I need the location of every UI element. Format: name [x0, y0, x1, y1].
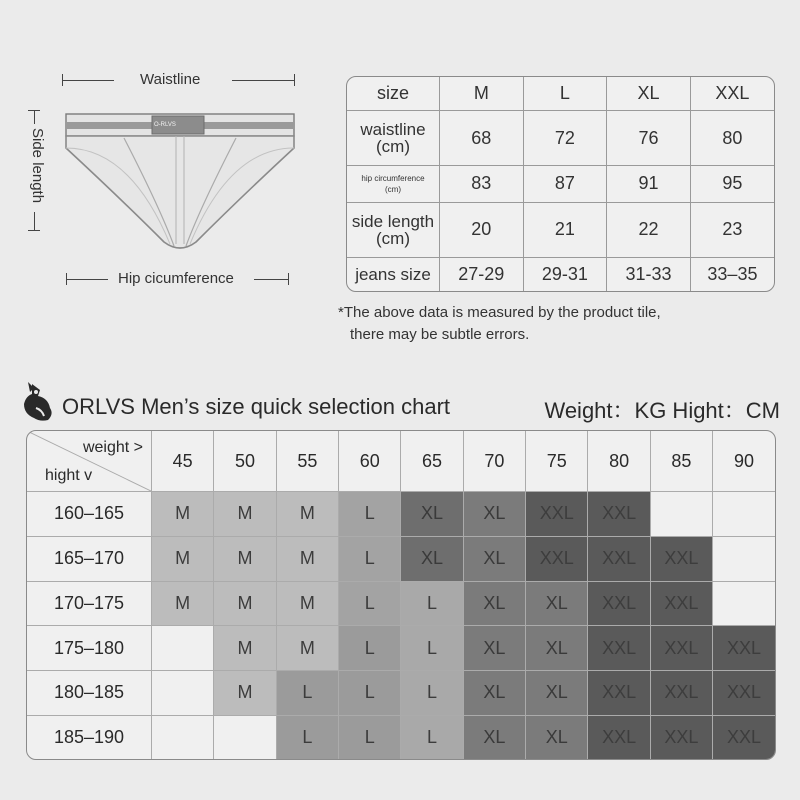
size-recommendation-cell: XXL [588, 671, 650, 716]
size-recommendation-cell: M [152, 581, 214, 626]
size-header-label: size [347, 77, 440, 111]
weight-axis-label: weight > [82, 439, 143, 456]
size-value-cell: 72 [523, 111, 607, 166]
corner-header-cell [27, 431, 152, 492]
hight-label-cell: 180–185 [27, 671, 152, 716]
size-recommendation-cell: L [339, 671, 401, 716]
size-value-cell: 76 [607, 111, 691, 166]
size-header-row [347, 77, 774, 111]
garment-diagram [0, 0, 330, 300]
size-recommendation-cell: XL [463, 671, 525, 716]
measurement-note [338, 302, 661, 346]
size-header-cell: M [440, 77, 524, 111]
size-row-label [347, 111, 440, 166]
size-measure-row [347, 257, 774, 291]
size-recommendation-cell: L [339, 492, 401, 537]
side-length-line-bottom [34, 212, 35, 230]
size-recommendation-cell: XXL [588, 715, 650, 759]
size-value-cell: 68 [440, 111, 524, 166]
size-recommendation-cell: XXL [588, 581, 650, 626]
size-recommendation-cell: M [276, 626, 338, 671]
waistline-tick-right [294, 74, 295, 86]
size-value-cell: 80 [690, 111, 774, 166]
size-recommendation-cell [713, 536, 775, 581]
hight-axis-label: hight v [45, 467, 93, 484]
quick-chart-heading [18, 380, 780, 424]
weight-header-cell: 90 [713, 431, 775, 492]
size-recommendation-cell: XXL [588, 536, 650, 581]
hip-label: Hip cicumference [118, 270, 234, 287]
size-value-cell: 27-29 [440, 257, 524, 291]
size-value-cell: 83 [440, 166, 524, 202]
size-recommendation-cell [152, 671, 214, 716]
hight-row [27, 492, 775, 537]
hight-label-cell: 160–165 [27, 492, 152, 537]
size-recommendation-cell: L [339, 581, 401, 626]
hight-label-cell: 170–175 [27, 581, 152, 626]
size-measure-row [347, 166, 774, 202]
size-value-cell: 31-33 [607, 257, 691, 291]
size-recommendation-cell [650, 492, 712, 537]
hight-row [27, 715, 775, 759]
size-recommendation-cell: XXL [650, 671, 712, 716]
size-recommendation-cell: XL [401, 492, 463, 537]
waistline-line-left [62, 80, 114, 81]
size-recommendation-cell: XXL [650, 581, 712, 626]
size-recommendation-cell: XL [401, 536, 463, 581]
size-row-label [347, 202, 440, 257]
size-recommendation-cell: XL [526, 626, 588, 671]
size-value-cell: 29-31 [523, 257, 607, 291]
size-recommendation-cell: XL [526, 715, 588, 759]
size-recommendation-cell [713, 581, 775, 626]
size-header-cell: XL [607, 77, 691, 111]
side-length-tick-bottom [28, 230, 40, 231]
size-recommendation-cell: L [401, 671, 463, 716]
size-recommendation-cell: XL [463, 536, 525, 581]
size-recommendation-cell: XXL [588, 492, 650, 537]
weight-header-cell: 70 [463, 431, 525, 492]
size-recommendation-cell: L [401, 715, 463, 759]
weight-header-cell: 55 [276, 431, 338, 492]
brief-illustration [60, 108, 300, 258]
size-recommendation-cell: XXL [713, 671, 775, 716]
size-row-label-text: side length (cm) [351, 211, 435, 248]
size-recommendation-cell: L [401, 581, 463, 626]
hight-row [27, 581, 775, 626]
size-recommendation-cell: M [152, 492, 214, 537]
size-recommendation-cell: M [214, 492, 276, 537]
size-value-cell: 95 [690, 166, 774, 202]
size-value-cell: 87 [523, 166, 607, 202]
size-recommendation-cell: L [401, 626, 463, 671]
size-recommendation-cell: XXL [526, 536, 588, 581]
hip-line-left [66, 279, 108, 280]
side-length-line-top [34, 110, 35, 124]
hight-label-cell: 185–190 [27, 715, 152, 759]
size-row-label-text: jeans size [355, 264, 431, 284]
size-recommendation-cell: M [214, 536, 276, 581]
size-measure-row [347, 202, 774, 257]
size-recommendation-cell: XXL [713, 715, 775, 759]
size-recommendation-cell: XXL [588, 626, 650, 671]
waistband-brand: O-RLVS [154, 122, 176, 128]
waistline-label: Waistline [140, 71, 201, 88]
weight-header-cell: 85 [650, 431, 712, 492]
size-recommendation-cell: L [339, 626, 401, 671]
size-recommendation-cell: M [276, 536, 338, 581]
size-recommendation-cell: XXL [713, 626, 775, 671]
size-recommendation-cell: XL [463, 581, 525, 626]
weight-header-cell: 45 [152, 431, 214, 492]
size-recommendation-cell: XXL [650, 536, 712, 581]
size-recommendation-cell: XXL [650, 715, 712, 759]
quick-chart-title: ORLVS Men’s size quick selection chart [62, 394, 451, 419]
size-recommendation-cell [152, 715, 214, 759]
size-recommendation-cell: M [214, 581, 276, 626]
hight-label-cell: 175–180 [27, 626, 152, 671]
size-recommendation-cell [152, 626, 214, 671]
size-recommendation-cell: L [276, 671, 338, 716]
weight-header-cell: 60 [339, 431, 401, 492]
size-recommendation-cell [214, 715, 276, 759]
weight-header-cell: 65 [401, 431, 463, 492]
size-recommendation-cell: XXL [526, 492, 588, 537]
size-header-cell: XXL [690, 77, 774, 111]
size-recommendation-cell: XL [463, 626, 525, 671]
weight-header-row [27, 431, 775, 492]
hight-row [27, 626, 775, 671]
waistline-line-right [232, 80, 294, 81]
size-recommendation-cell: M [152, 536, 214, 581]
hip-tick-right [288, 273, 289, 285]
brand-mascot-icon [18, 380, 58, 424]
size-row-label-text: hip circumference (cm) [361, 173, 425, 194]
size-quick-selection-chart [26, 430, 776, 760]
size-recommendation-cell: L [339, 715, 401, 759]
size-recommendation-cell: XL [463, 715, 525, 759]
hight-row [27, 536, 775, 581]
size-measurement-table [346, 76, 775, 292]
size-value-cell: 20 [440, 202, 524, 257]
size-recommendation-cell: M [276, 581, 338, 626]
side-length-label: Side length [29, 128, 46, 204]
size-value-cell: 21 [523, 202, 607, 257]
hip-line-right [254, 279, 288, 280]
size-value-cell: 33–35 [690, 257, 774, 291]
size-row-label [347, 166, 440, 202]
size-row-label [347, 257, 440, 291]
size-recommendation-cell: XL [463, 492, 525, 537]
size-recommendation-cell: M [214, 626, 276, 671]
size-header-cell: L [523, 77, 607, 111]
size-measure-row [347, 111, 774, 166]
weight-header-cell: 80 [588, 431, 650, 492]
note-line-1: *The above data is measured by the product tile, [338, 304, 661, 321]
size-recommendation-cell: M [276, 492, 338, 537]
size-value-cell: 22 [607, 202, 691, 257]
size-value-cell: 91 [607, 166, 691, 202]
note-line-2: there may be subtle errors. [350, 326, 530, 343]
size-recommendation-cell: XXL [650, 626, 712, 671]
hight-row [27, 671, 775, 716]
size-recommendation-cell: L [339, 536, 401, 581]
size-recommendation-cell: L [276, 715, 338, 759]
size-recommendation-cell: XL [526, 671, 588, 716]
size-recommendation-cell: M [214, 671, 276, 716]
weight-header-cell: 50 [214, 431, 276, 492]
size-recommendation-cell: XL [526, 581, 588, 626]
size-value-cell: 23 [690, 202, 774, 257]
weight-header-cell: 75 [526, 431, 588, 492]
hight-label-cell: 165–170 [27, 536, 152, 581]
size-row-label-text: waistline (cm) [360, 120, 426, 157]
size-recommendation-cell [713, 492, 775, 537]
quick-chart-units: Weight：KG Hight：CM [544, 398, 780, 423]
